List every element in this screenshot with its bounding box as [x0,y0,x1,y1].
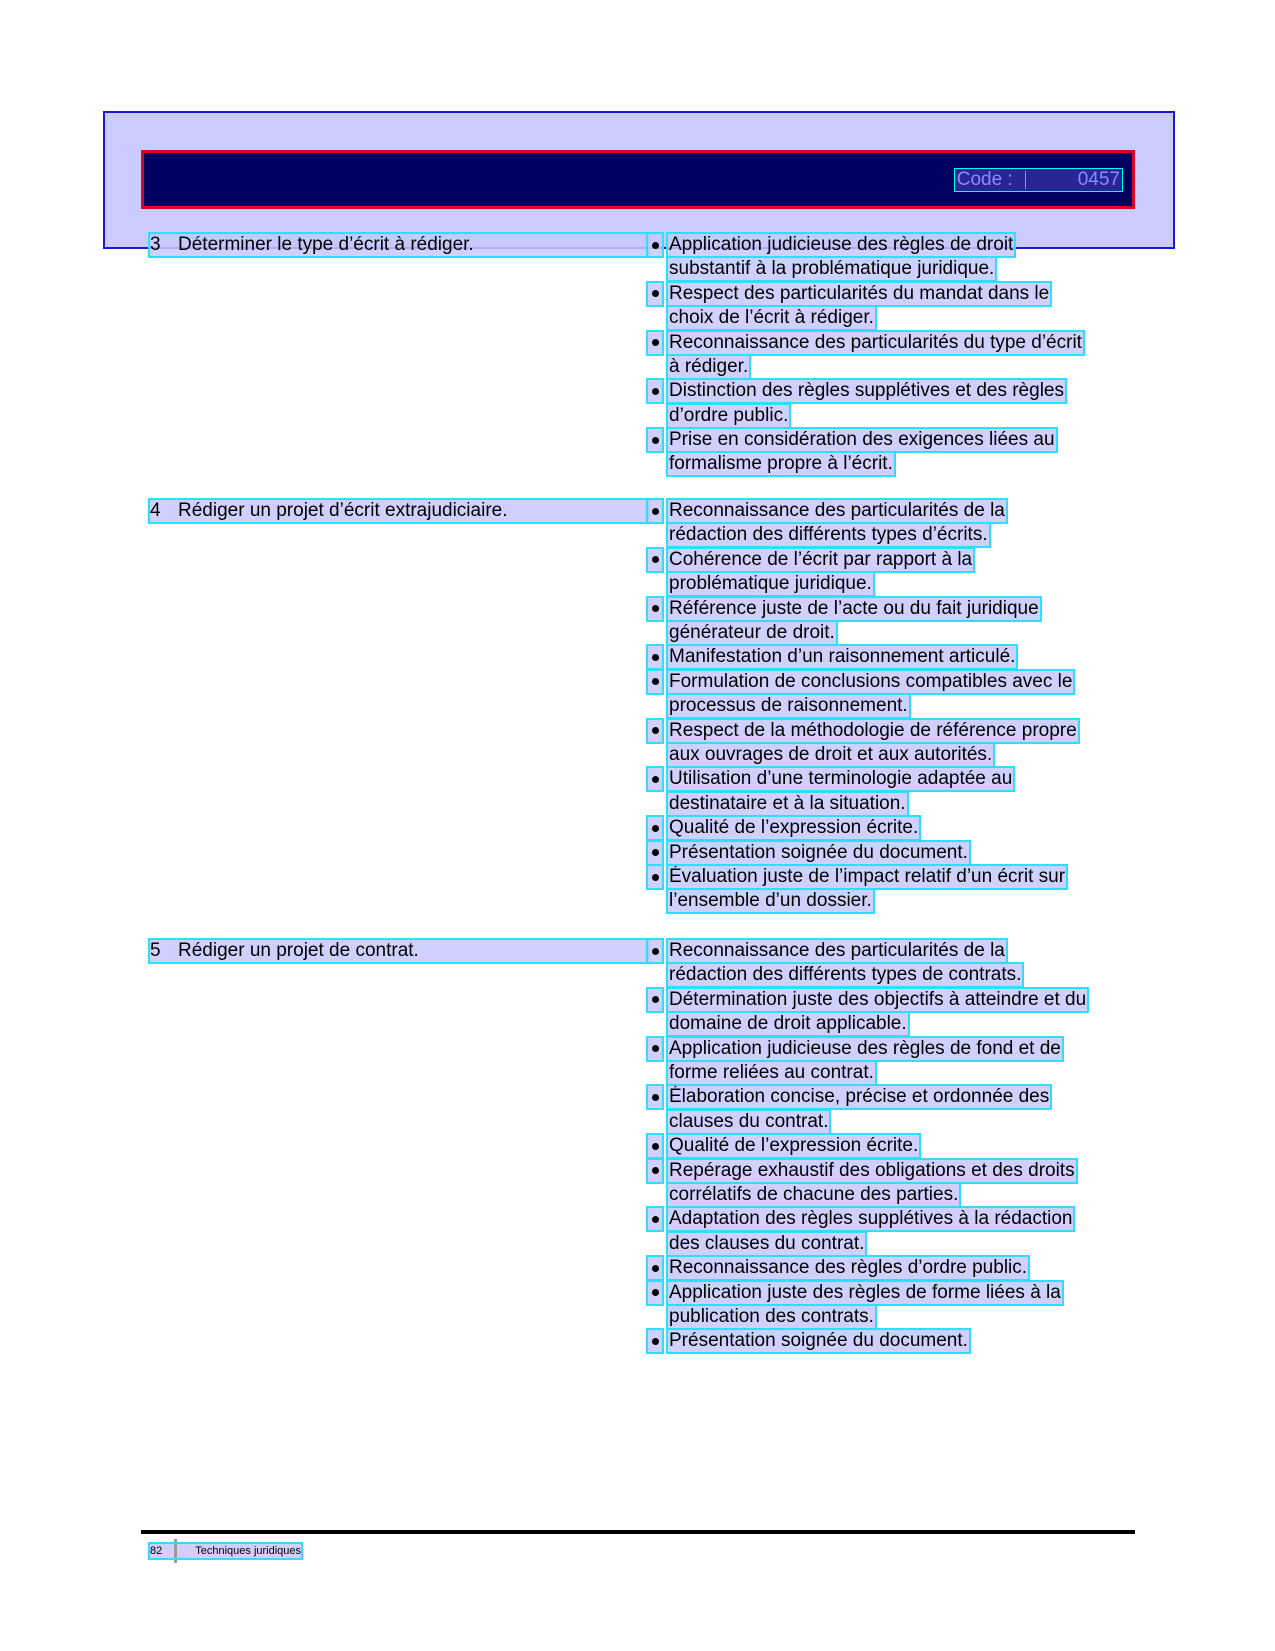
bullet-icon [648,842,662,864]
code-field [955,169,1122,191]
header-bar [141,150,1135,209]
competency-number: 4 [150,500,161,521]
bullet-icon [648,380,662,402]
criterion-line: Utilisation d’une terminologie adaptée au [669,768,1013,790]
bullet-icon [648,1160,662,1182]
document-title: Techniques juridiques [195,1545,302,1557]
bullet-icon [648,866,662,888]
bullet-icon [648,1086,662,1108]
criterion-line: Évaluation juste de l’impact relatif d’un écrit sur [669,866,1066,887]
criterion-line: à rédiger. [669,355,749,377]
page-footer [150,1544,301,1558]
bullet-icon [648,940,662,962]
criterion-line: Qualité de l’expression écrite. [669,817,919,839]
bullet-icon [648,1135,662,1157]
criterion-line: Manifestation d’un raisonnement articulé. [669,646,1016,668]
bullet-icon [648,1330,662,1352]
criterion-line: Formulation de conclusions compatibles avec le [669,670,1073,692]
criterion-line: Reconnaissance des particularités du type d’écrit [669,331,1082,353]
criterion-line: domaine de droit applicable. [669,1012,907,1034]
criterion-line: substantif à la problématique juridique. [669,258,995,280]
competency-title [150,234,648,256]
competency-number: 5 [150,940,161,961]
criterion-line: corrélatifs de chacune des parties. [669,1183,959,1205]
bullet-icon [648,646,662,668]
criterion-line: des clauses du contrat. [669,1232,865,1254]
criterion-line: Présentation soignée du document. [669,1330,968,1352]
competency-title [150,940,648,962]
criterion-line: Distinction des règles supplétives et des règles [669,380,1064,402]
criterion-line: formalisme propre à l’écrit. [669,453,893,475]
bullet-icon [648,671,662,693]
criterion-line: d’ordre public. [669,404,789,426]
bullet-icon [648,817,662,839]
criterion-line: processus de raisonnement. [669,694,908,716]
criterion-line: Reconnaissance des règles d’ordre public. [669,1257,1028,1279]
bullet-icon [648,500,662,522]
bullet-icon [648,1257,662,1279]
criterion-line: Reconnaissance des particularités de la [669,940,1005,961]
criterion-line: Reconnaissance des particularités de la [669,500,1005,521]
criterion-line: Respect de la méthodologie de référence propre [669,719,1077,741]
criterion-line: l’ensemble d’un dossier. [669,890,872,912]
footer-rule [141,1530,1135,1534]
criterion-line: choix de l’écrit à rédiger. [669,306,874,328]
criterion-line: Repérage exhaustif des obligations et des droits [669,1159,1075,1181]
bullet-icon [648,598,662,620]
bullet-icon [648,234,662,256]
competency-number: 3 [150,234,161,255]
competency-text: Rédiger un projet d’écrit extrajudiciaire. [178,500,508,521]
criterion-line: Détermination juste des objectifs à atteindre et du [669,988,1087,1010]
bullet-icon [648,720,662,742]
competency-text: Déterminer le type d’écrit à rédiger. [178,234,474,255]
criterion-line: Présentation soignée du document. [669,841,968,863]
bullet-icon [648,1038,662,1060]
criterion-line: Respect des particularités du mandat dans le [669,282,1050,304]
criterion-line: aux ouvrages de droit et aux autorités. [669,743,993,765]
footer-separator [174,1539,177,1563]
criterion-line: Référence juste de l’acte ou du fait juridique [669,597,1039,619]
bullet-icon [648,332,662,354]
criterion-line: publication des contrats. [669,1305,874,1327]
criterion-line: rédaction des différents types d’écrits. [669,524,988,546]
criterion-line: clauses du contrat. [669,1110,829,1132]
page-number: 82 [150,1545,163,1557]
bullet-icon [648,283,662,305]
bullet-icon [648,989,662,1011]
criterion-line: Qualité de l’expression écrite. [669,1135,919,1157]
code-separator [1025,171,1026,189]
bullet-icon [648,549,662,571]
code-label: Code : [956,169,1013,190]
criterion-line: Prise en considération des exigences liées au [669,429,1055,451]
criterion-line: destinataire et à la situation. [669,792,906,814]
criterion-line: générateur de droit. [669,621,835,643]
criterion-line: Cohérence de l’écrit par rapport à la [669,548,973,570]
criterion-line: forme reliées au contrat. [669,1061,874,1083]
bullet-icon [648,1282,662,1304]
bullet-icon [648,768,662,790]
criterion-line: Application juste des règles de forme liées à la [669,1281,1061,1303]
criterion-line: rédaction des différents types de contrats. [669,964,1022,986]
criterion-line: Adaptation des règles supplétives à la rédaction [669,1208,1073,1230]
competency-text: Rédiger un projet de contrat. [178,940,419,961]
bullet-icon [648,1208,662,1230]
criterion-line: problématique juridique. [669,572,872,594]
bullet-icon [648,429,662,451]
code-value: 0457 [1077,169,1120,190]
criterion-line: Application judicieuse des règles de droit [669,234,1014,255]
criterion-line: Application judicieuse des règles de fond et de [669,1037,1061,1059]
competency-title [150,500,648,522]
criterion-line: Élaboration concise, précise et ordonnée des [669,1086,1050,1108]
